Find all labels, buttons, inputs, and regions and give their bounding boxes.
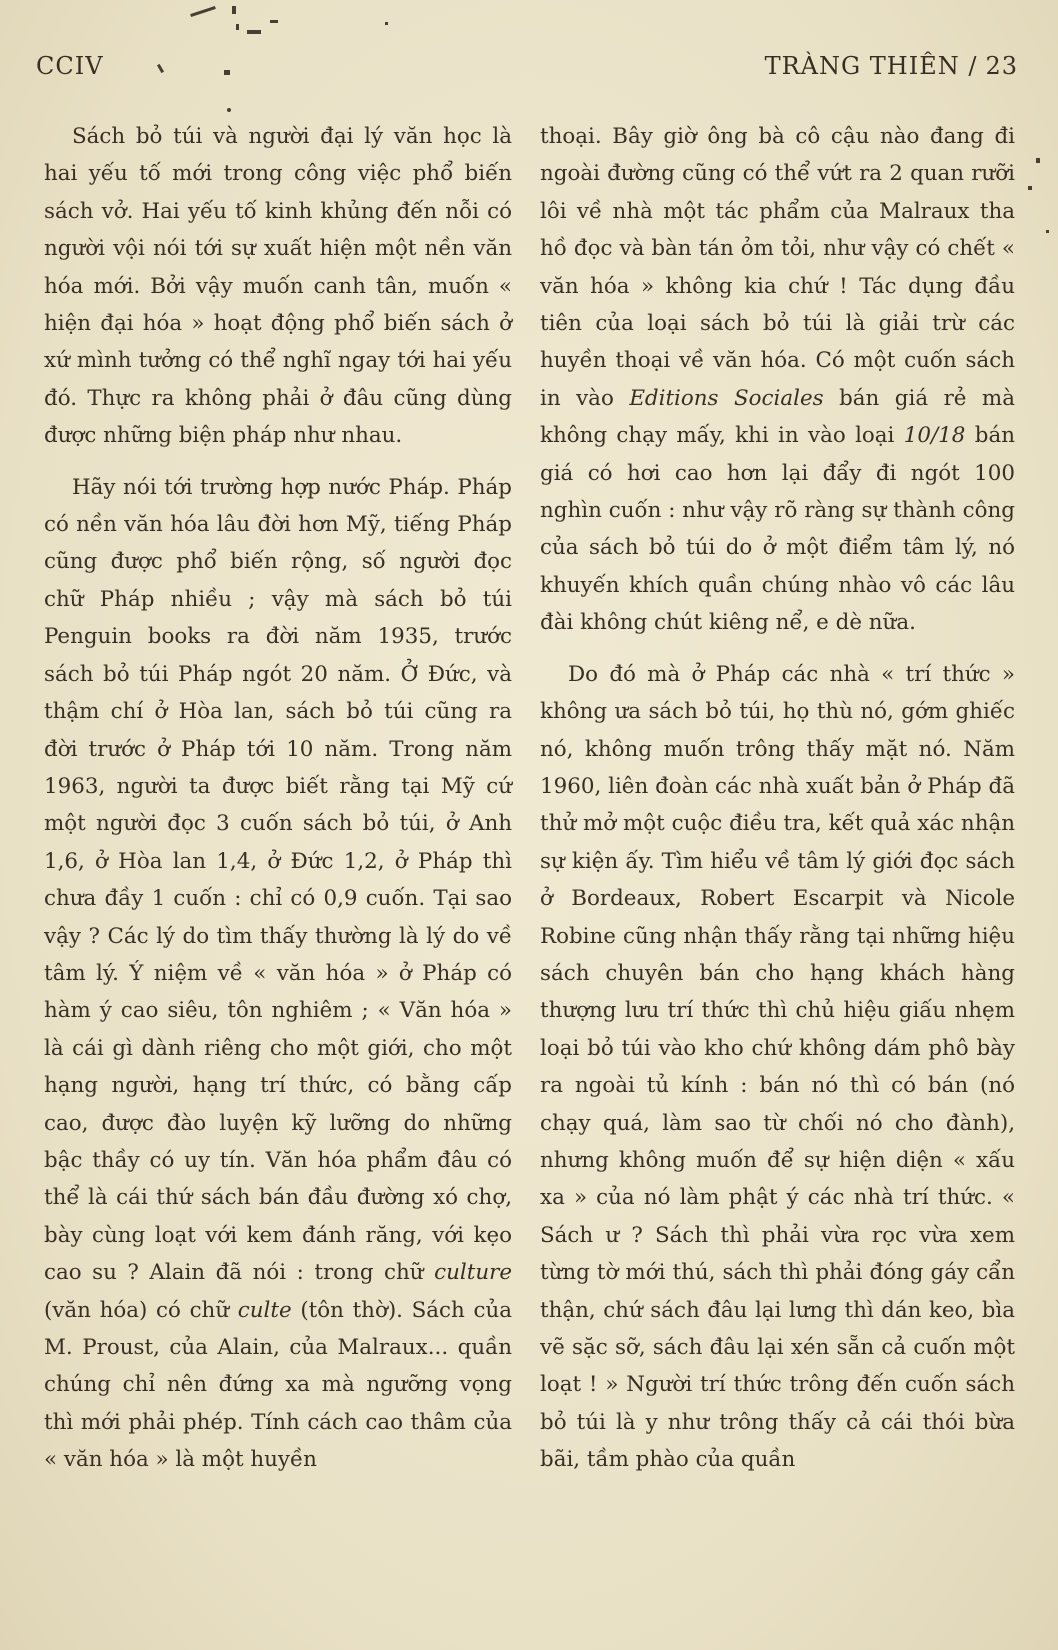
text-run: (văn hóa) có chữ bbox=[44, 1297, 230, 1323]
text-run: thoại. Bây giờ ông bà cô cậu nào đang đi ngoài đường cũng có thể vứt ra 2 quan rưỡi lôi về nhà một tác phẩm của Malraux tha hồ đọc và bàn tán ỏm tỏi, như vậy có chết « văn hóa » không kia chứ ! Tác dụng đầu tiên của loại sách bỏ túi là giải trừ các huyền thoại về văn hóa. Có một cuốn sách in vào bbox=[540, 124, 1015, 411]
paragraph bbox=[540, 118, 1015, 642]
page-number: 23 bbox=[985, 52, 1018, 80]
paragraph: Sách bỏ túi và người đại lý văn học là hai yếu tố mới trong công việc phổ biến sách vở. Hai yếu tố kinh khủng đến nỗi có người vội nói tới sự xuất hiện một nền văn hóa mới. Bởi vậy muốn canh tân, muốn « hiện đại hóa » hoạt động phổ biến sách ở xứ mình tưởng có thể nghĩ ngay tới hai yếu đó. Thực ra không phải ở đâu cũng dùng được những biện pháp như nhau. bbox=[44, 124, 512, 449]
italic-term: culte bbox=[237, 1297, 292, 1323]
ink-speck bbox=[236, 24, 239, 30]
italic-term: 10/18 bbox=[903, 423, 966, 449]
ink-speck bbox=[232, 6, 236, 14]
ink-speck bbox=[385, 22, 388, 25]
left-column bbox=[44, 118, 512, 1479]
ink-speck bbox=[270, 20, 278, 23]
italic-term: culture bbox=[434, 1260, 512, 1286]
header-title: TRÀNG THIÊN / bbox=[764, 52, 978, 80]
paragraph: Do đó mà ở Pháp các nhà « trí thức » không ưa sách bỏ túi, họ thù nó, gớm ghiếc nó, không muốn trông thấy mặt nó. Năm 1960, liên đoàn các nhà xuất bản ở Pháp đã thử mở một cuộc điều tra, kết quả xác nhận sự kiện ấy. Tìm hiểu về tâm lý giới đọc sách ở Bordeaux, Robert Escarpit và Nicole Robine cũng nhận thấy rằng tại những hiệu sách chuyên bán cho hạng khách hàng thượng lưu trí thức thì chủ hiệu giấu nhẹm loại bỏ túi vào kho chứ không dám phô bày ra ngoài tủ kính : bán nó thì có bán (nó chạy quá, làm sao từ chối nó cho đành), nhưng không muốn để sự hiện diện « xấu xa » của nó làm phật ý các nhà trí thức. « Sách ư ? Sách thì phải vừa rọc vừa xem từng tờ mới thú, sách thì phải đóng gáy cẩn thận, chứ sách đâu lại lưng thì dán keo, bìa vẽ sặc sỡ, sách đâu lại xén sẵn cả cuốn một loạt ! » Người trí thức trông đến cuốn sách bỏ túi là y như trông thấy cả cái thói bừa bãi, tầm phào của quần bbox=[540, 661, 1015, 1473]
italic-term: Editions Sociales bbox=[629, 385, 824, 411]
header-right bbox=[765, 52, 1018, 80]
ink-speck bbox=[227, 108, 231, 112]
ink-speck bbox=[1046, 230, 1049, 233]
right-column bbox=[540, 118, 1015, 1479]
ink-speck bbox=[1036, 158, 1040, 163]
text-run: bán giá có hơi cao hơn lại đẩy đi ngót 100 nghìn cuốn : như vậy rõ ràng sự thành công của sách bỏ túi do ở một điểm tâm lý, nó khuyến khích quần chúng nhào vô các lâu đài không chút kiêng nể, e dè nữa. bbox=[540, 423, 1015, 636]
running-header bbox=[36, 52, 1018, 88]
ink-speck bbox=[247, 30, 261, 34]
paragraph bbox=[44, 469, 512, 1479]
ink-speck bbox=[190, 6, 216, 17]
header-left: CCIV bbox=[36, 52, 104, 80]
text-run: bán giá rẻ mà không chạy mấy, khi in vào loại bbox=[540, 385, 1015, 449]
ink-speck bbox=[1028, 186, 1032, 190]
text-run: (tôn thờ). Sách của M. Proust, của Alain, của Malraux... quần chúng chỉ nên đứng xa mà ngưỡng vọng thì mới phải phép. Tính cách cao thâm của « văn hóa » là một huyền bbox=[44, 1297, 512, 1473]
text-run: Hãy nói tới trường hợp nước Pháp. Pháp có nền văn hóa lâu đời hơn Mỹ, tiếng Pháp cũng được phổ biến rộng, số người đọc chữ Pháp nhiều ; vậy mà sách bỏ túi Penguin books ra đời năm 1935, trước sách bỏ túi Pháp ngót 20 năm. Ở Đức, và thậm chí ở Hòa lan, sách bỏ túi cũng ra đời trước ở Pháp tới 10 năm. Trong năm 1963, người ta được biết rằng tại Mỹ cứ một người đọc 3 cuốn sách bỏ túi, ở Anh 1,6, ở Hòa lan 1,4, ở Đức 1,2, ở Pháp thì chưa đầy 1 cuốn : chỉ có 0,9 cuốn. Tại sao vậy ? Các lý do tìm thấy thường là lý do về tâm lý. Ý niệm về « văn hóa » ở Pháp có hàm ý cao siêu, tôn nghiêm ; « Văn hóa » là cái gì dành riêng cho một giới, cho một hạng người, hạng trí thức, có bằng cấp cao, được đào luyện kỹ lưỡng do những bậc thầy có uy tín. Văn hóa phẩm đâu có thể là cái thứ sách bán đầu đường xó chợ, bày cùng loạt với kem đánh răng, với kẹo cao su ? Alain đã nói : trong chữ bbox=[44, 474, 512, 1286]
